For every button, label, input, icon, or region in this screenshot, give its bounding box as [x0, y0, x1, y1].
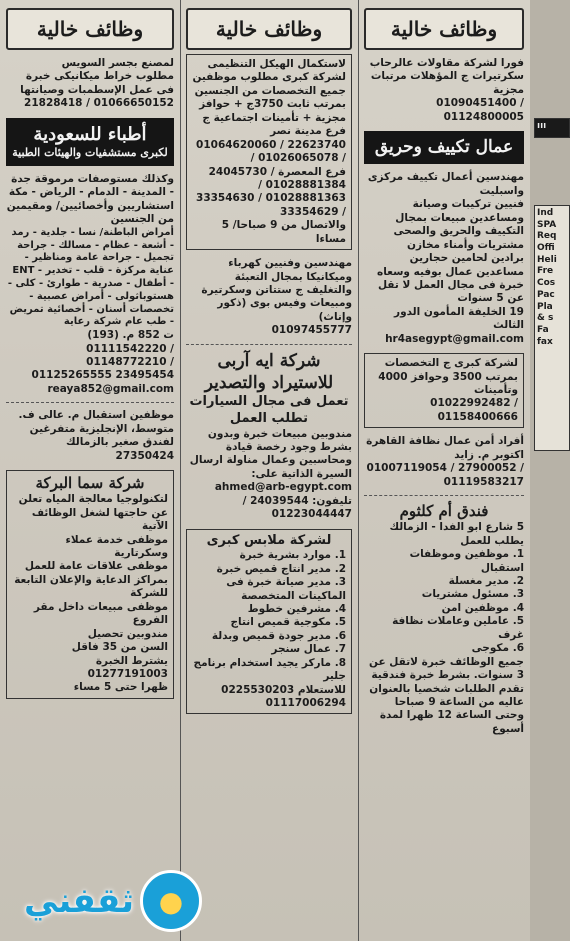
stub-line: Offi: [537, 243, 555, 254]
ad-cities: وكذلك مستوصفات مرموقة جدة - المدينة - الدمام - الرياض - مكة: [8, 173, 174, 199]
ad-title: لاستكمال الهيكل التنظيمى: [207, 58, 346, 70]
ad-item: موظفى خدمة عملاء وسكرتارية: [65, 533, 168, 559]
stub-line: Req: [537, 231, 557, 242]
ad-address: 5 شارع ابو الفدا - الزمالك يطلب للعمل: [389, 521, 524, 547]
ad-banner-doctors: [6, 118, 174, 166]
stub-line: Heli: [537, 254, 557, 265]
ad-sama-albaraka: [6, 470, 174, 699]
ad-requirement: جميع الوظائف خبرة لاتقل عن 3 سنوات. بشرط خبرة فندقية: [369, 655, 524, 682]
ad-hvac: [358, 168, 530, 349]
ad-item: 1. موارد بشرية خبرة: [239, 549, 346, 562]
ad-security-cleaning: [358, 432, 530, 492]
ad-need: استشاريين وأخصائيين/ ومقيمين من الجنسين: [6, 199, 174, 226]
ad-contracting-secretaries: [358, 54, 530, 127]
ad-item: 5. مكوجية قميص انتاج: [230, 616, 346, 629]
ad-email: reaya852@gmail.com: [47, 382, 174, 395]
ad-item: ظهرا حتى 5 مساء: [73, 681, 168, 694]
ad-title: لمصنع بجسر السويس: [61, 57, 174, 69]
ad-title: شركة سما البركة: [35, 474, 145, 493]
stub-line: Cos: [537, 278, 556, 289]
column-header: وظائف خالية: [186, 8, 352, 50]
ad-body: موظفين استقبال م. عالى ف. متوسط، الإنجليزية متفرغين لفندق صغير بالزمالك: [18, 409, 174, 449]
ad-title: فندق أم كلثوم: [399, 502, 489, 521]
ad-banner-hvac: [364, 131, 524, 164]
ad-reception-hotel: [0, 406, 180, 466]
stub-line: Pac: [537, 289, 555, 300]
ad-email: hr4asegypt@gmail.com: [385, 332, 524, 345]
ad-phones: تليفون: 24039544 / 01223044447: [242, 494, 352, 521]
ad-item: مندوبين تحصيل: [87, 627, 168, 640]
ad-body: مهندسين وفنيين كهرباء وميكانيكا بمجال التعبئة والتغليف ج ستتاتن وسكرتيرة ومبيعات وفيس بوى (ذكور وإناث): [201, 257, 352, 323]
ad-item: 3. مسئول مشتريات: [421, 588, 524, 601]
ad-body: لشركة كبرى مطلوب موظفين جميع التخصصات من الجنسين بمرتب ثابت 3750ج + حوافز مجزية + تأمينات اجتماعية ج فرع مدينة نصر: [192, 71, 346, 138]
ad-arb-import-export: [180, 348, 358, 525]
ad-body: مهندسين أعمال تكييف مركزى واسبليت: [367, 171, 524, 197]
ad-phones: 01090451400 / 01124800005: [436, 97, 524, 123]
stub-line: fax: [537, 336, 553, 347]
ad-hours: والاتصال من 9 صباحا/ 5 مساءا: [221, 219, 346, 245]
ad-apply: تقدم الطلبات شخصيا بالعنوان عاليه من الساعة 9 صباحا وحتى الساعة 12 ظهرا لمدة أسبوع: [369, 682, 524, 735]
ad-doctors: [0, 170, 180, 399]
ad-phones: 01111542220 / 01148772210 / 01125265555 23495454: [31, 342, 174, 382]
column-a: [0, 0, 181, 941]
logo-text: ثقفني: [24, 881, 134, 921]
ad-om-kalthoum-hotel: [358, 499, 530, 739]
ad-phones: 01007119054 / 27900052 / 01119583217: [366, 462, 524, 488]
ad-engineers-packaging: [180, 254, 358, 341]
ad-item: 5. عاملين وعاملات نظافة غرف: [392, 615, 524, 641]
ad-item: 8. ماركر يجيد استخدام برنامج جلير: [193, 656, 346, 683]
stub-english-ad: [534, 205, 570, 451]
site-logo: [6, 868, 202, 934]
stub-line: SPA: [537, 219, 557, 230]
ad-address: ت 852 م. (193): [87, 329, 174, 342]
ad-body: فنيين تركيبات وصيانة ومساعدين مبيعات بمجال التكييف والحريق والصحى: [393, 198, 524, 238]
ad-item: موظفى علاقات عامة للعمل بمراكز الدعاية والإعلان التابعة للشركة: [14, 560, 168, 600]
stub-line: & s: [537, 313, 554, 324]
ad-address: 19 الخليفة المأمون الدور الثالث: [394, 305, 524, 332]
ad-phone: 01117006294: [265, 697, 346, 709]
ad-lathe-operator: [0, 54, 180, 114]
column-header: وظائف خالية: [364, 8, 524, 50]
ad-body: مندوبين مبيعات خبرة وبدون بشرط وجود رخصة قيادة ومحاسبين وعمال مناولة ارسال السيرة الذاتية على:: [189, 427, 352, 480]
ad-phones: 21828418 / 01066650152: [24, 97, 174, 110]
ad-item: 7. عمال سنجر: [271, 643, 346, 656]
ad-body: برادين لحامين حجارين مساعدين عمال بوفيه وسعاه: [377, 252, 524, 278]
ad-email: ahmed@arb-egypt.com: [214, 481, 352, 494]
ad-item: 3. مدير صيانة خبرة فى الماكينات المتخصصة: [226, 576, 346, 602]
ad-body: مشتريات وأمناء مخازن: [407, 238, 524, 251]
ad-title: شركة ايه آربى للاستيراد والتصدير: [204, 350, 334, 393]
ad-clothing-company: [186, 529, 352, 715]
ad-requirement: خبرة فى مجال العمل لا تقل عن 5 سنوات: [377, 278, 524, 305]
ad-specialties: أمراض الباطنة/ نسا - جلدية - رمد - أشعة - عظام - مسالك - جراحة تجميل - جراحة عامة ومناظير - عناية مركزة - قلب - تخدير - ENT - أطفال - صدرية - طوارئ - كلى - هستوباثولى - أمراض عصبية - تخصصات أسنان - أخصائية تمريض - طب عام شركة رعاية: [7, 226, 174, 328]
banner-title: أطباء للسعودية: [33, 123, 147, 145]
ad-contact: للاستعلام 0225530203: [221, 683, 346, 696]
ad-item: 4. موظفين امن: [441, 601, 524, 614]
stub-line: Fre: [537, 266, 554, 277]
ad-org-structure: [186, 54, 352, 250]
lightbulb-icon: ●: [140, 870, 202, 932]
ad-item: يشترط الخبرة 01277191003: [87, 654, 168, 680]
ad-phones: 01064620060 / 22623740 / 01026065078 / 24045730 فرع المعصرة / 01028881384 / 01028881363 / 33354630 / 33354629: [196, 138, 346, 218]
column-d-cutoff: [530, 0, 570, 941]
ad-item: 2. مدير انتاج قميص خبرة: [216, 562, 346, 575]
ad-item: موظفى مبيعات داخل مقر الفروع: [33, 600, 168, 627]
column-c: [358, 0, 531, 941]
stub-header: ווו: [534, 118, 570, 138]
banner-subtitle: لكبرى مستشفيات والهيئات الطبية: [12, 146, 168, 160]
column-b: [180, 0, 359, 941]
ad-subtitle: تعمل فى مجال السيارات تطلب العمل: [189, 394, 349, 426]
ad-item: 6. مكوجى: [471, 642, 524, 655]
ad-item: 2. مدير مغسلة: [448, 575, 524, 587]
banner-title: عمال تكييف وحريق: [374, 137, 514, 158]
ad-body: أفراد أمن عمال نظافة القاهرة اكتوبر م. زايد: [366, 435, 524, 461]
stub-line: Ind: [537, 208, 554, 218]
ad-large-company: [364, 353, 524, 428]
stub-line: Pla: [537, 301, 553, 312]
ad-phones: 01022992482 / 01158400666: [430, 397, 518, 423]
ad-body: مطلوب خراط ميكانيكى خبرة فى عمل الإسطمبات وصيانتها: [20, 70, 174, 96]
ad-body: لشركة كبرى ج التخصصات بمرتب 3500 وحوافز 4000 وتأمينات: [378, 357, 518, 396]
divider: [6, 402, 174, 403]
ad-phone: 27350424: [115, 449, 174, 462]
ad-title: لشركة ملابس كبرى: [206, 532, 332, 548]
divider: [186, 344, 352, 345]
ad-body: لتكنولوجيا معالجة المياه تعلن عن حاجتها لشغل الوظائف الآتية: [18, 493, 168, 533]
stub-line: Fa: [537, 324, 549, 335]
ad-phone: 01097455777: [271, 324, 352, 337]
divider: [364, 495, 524, 496]
ad-item: 6. مدير جودة قميص وبدلة: [211, 629, 346, 642]
ad-body: فورا لشركة مقاولات عالرحاب سكرتيرات ج المؤهلات مرتبات مجزية: [369, 57, 524, 96]
column-header: وظائف خالية: [6, 8, 174, 50]
ad-item: 4. مشرفين خطوط: [247, 602, 346, 615]
ad-item: 1. موظفين وموظفات استقبال: [409, 548, 524, 574]
ad-item: السن من 35 فاقل: [71, 641, 168, 654]
